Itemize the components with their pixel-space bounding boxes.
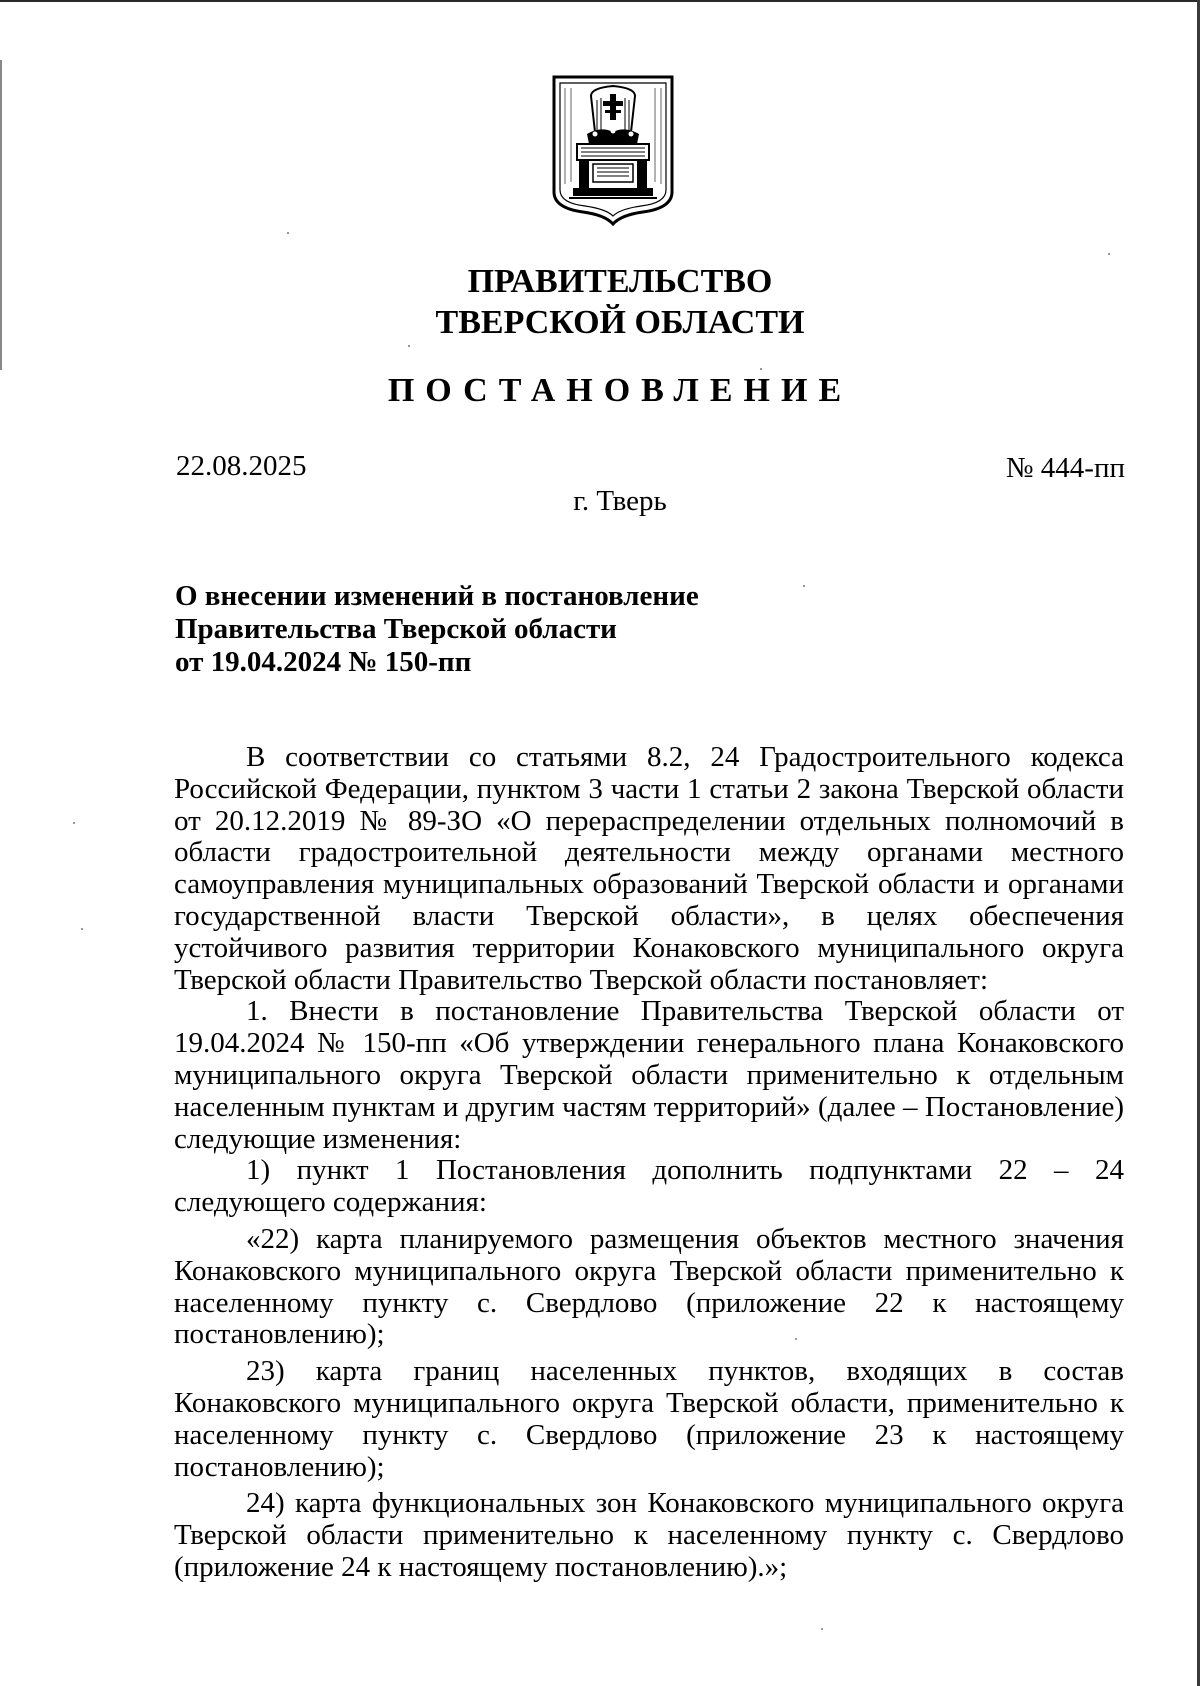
coat-of-arms-icon bbox=[551, 74, 675, 226]
scan-speck bbox=[1108, 253, 1110, 255]
scan-speck bbox=[821, 1628, 823, 1630]
scan-speck bbox=[81, 928, 83, 930]
body-paragraph-subitem-1: 1) пункт 1 Постановления дополнить подпунктами 22 – 24 следующего содержания: bbox=[174, 1154, 1124, 1219]
body-paragraph-subitem-22: «22) карта планируемого размещения объектов местного значения Конаковского муниципального округа Тверской области применительно к населенному пункту с. Свердлово (приложение 22 к настоящему постановлению); bbox=[174, 1222, 1124, 1351]
subject-line1: О внесении изменений в постановление bbox=[175, 580, 699, 612]
body-paragraph-subitem-23: 23) карта границ населенных пунктов, входящих в состав Конаковского муниципального округа Тверской области, применительно к населенному пункту с. Свердлово (приложение 23 к настоящему постановлению); bbox=[174, 1355, 1124, 1483]
body-paragraph-preamble: В соответствии со статьями 8.2, 24 Градостроительного кодекса Российской Федерации, пунктом 3 части 1 статьи 2 закона Тверской области от 20.12.2019 № 89-ЗО «О перераспределении отдельных полномочий в области градостроительной деятельности между органами местного самоуправления муниципальных образований Тверской области и органами государственной власти Тверской области», в целях обеспечения устойчивого развития территории Конаковского муниципального округа Тверской области Правительство Тверской области постановляет: bbox=[174, 741, 1124, 996]
scan-border-top bbox=[0, 0, 1200, 2]
document-type: ПОСТАНОВЛЕНИЕ bbox=[387, 372, 853, 409]
subject-line2: Правительства Тверской области bbox=[175, 613, 617, 645]
body-paragraph-item-1: 1. Внести в постановление Правительства Тверской области от 19.04.2024 № 150-пп «Об утверждении генерального плана Конаковского муниципального округа Тверской области применительно к отдельным населенным пунктам и другим частям территорий» (далее – Постановление) следующие изменения: bbox=[174, 995, 1124, 1155]
document-city: г. Тверь bbox=[573, 485, 667, 517]
document-number: № 444-пп bbox=[1005, 452, 1125, 484]
scan-speck bbox=[408, 345, 410, 347]
document-body bbox=[174, 742, 1124, 1584]
document-subject bbox=[175, 580, 875, 679]
subject-line3: от 19.04.2024 № 150-пп bbox=[175, 646, 472, 678]
body-paragraph-subitem-24: 24) карта функциональных зон Конаковского муниципального округа Тверской области применительно к населенному пункту с. Свердлово (приложение 24 к настоящему постановлению).»; bbox=[174, 1487, 1124, 1583]
government-title bbox=[0, 261, 1200, 344]
government-title-line1: ПРАВИТЕЛЬСТВО bbox=[467, 263, 773, 300]
scan-speck bbox=[73, 822, 75, 824]
document-date: 22.08.2025 bbox=[176, 450, 307, 482]
government-title-line2: ТВЕРСКОЙ ОБЛАСТИ bbox=[435, 304, 805, 342]
scan-speck bbox=[760, 368, 762, 370]
scan-speck bbox=[287, 232, 289, 234]
